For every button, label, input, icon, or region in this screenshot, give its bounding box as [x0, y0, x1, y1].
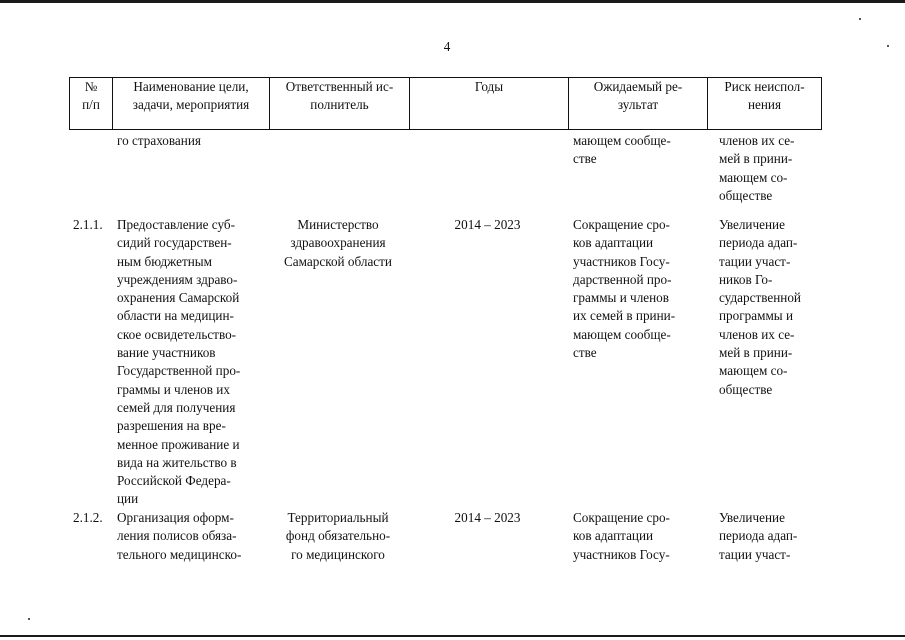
scan-speck	[859, 18, 861, 20]
page-number: 4	[443, 39, 451, 54]
continuation-name: го страхования	[117, 133, 201, 148]
row-result: Сокращение сро- ков адаптации участников Госу-	[573, 510, 670, 562]
row-name: Предоставление суб- сидий государствен- ным бюджетным учреждениям здраво- охранения Самарской области на медицин- ское освидетельство- вание участников Государственной про- граммы и членов их семей для получения разрешения на вре- менное проживание и вида на жительство в Российской Федера- ции	[117, 217, 241, 507]
scan-speck	[887, 45, 889, 47]
header-risk: Риск неиспол- нения	[724, 79, 805, 113]
row-risk: Увеличение периода адап- тации участ- ников Го- сударственной программы и членов их се- мей в прини- мающем со- обществе	[719, 217, 801, 397]
scan-speck	[28, 618, 30, 620]
row-years: 2014 – 2023	[454, 510, 521, 525]
row-executor: Министерство здравоохранения Самарской области	[284, 217, 392, 269]
scan-edge-top	[0, 0, 905, 3]
row-years: 2014 – 2023	[454, 217, 521, 232]
header-years: Годы	[474, 79, 504, 94]
continuation-result: мающем сообще- стве	[573, 133, 671, 167]
header-name: Наименование цели, задачи, мероприятия	[132, 79, 250, 113]
header-num: № п/п	[82, 79, 100, 113]
row-name: Организация оформ- ления полисов обяза- тельного медицинско-	[117, 510, 242, 562]
row-risk: Увеличение периода адап- тации участ-	[719, 510, 798, 562]
header-executor: Ответственный ис- полнитель	[285, 79, 394, 113]
scan-edge-bottom	[0, 635, 905, 637]
row-number: 2.1.1.	[73, 217, 103, 232]
row-number: 2.1.2.	[73, 510, 103, 525]
row-executor: Территориальный фонд обязательно- го медицинского	[285, 510, 391, 562]
header-result: Ожидаемый ре- зультат	[593, 79, 683, 113]
table-header	[69, 77, 822, 130]
row-result: Сокращение сро- ков адаптации участников Госу- дарственной про- граммы и членов их семей в прини- мающем сообще- стве	[573, 217, 676, 361]
continuation-risk: членов их се- мей в прини- мающем со- обществе	[719, 133, 795, 203]
